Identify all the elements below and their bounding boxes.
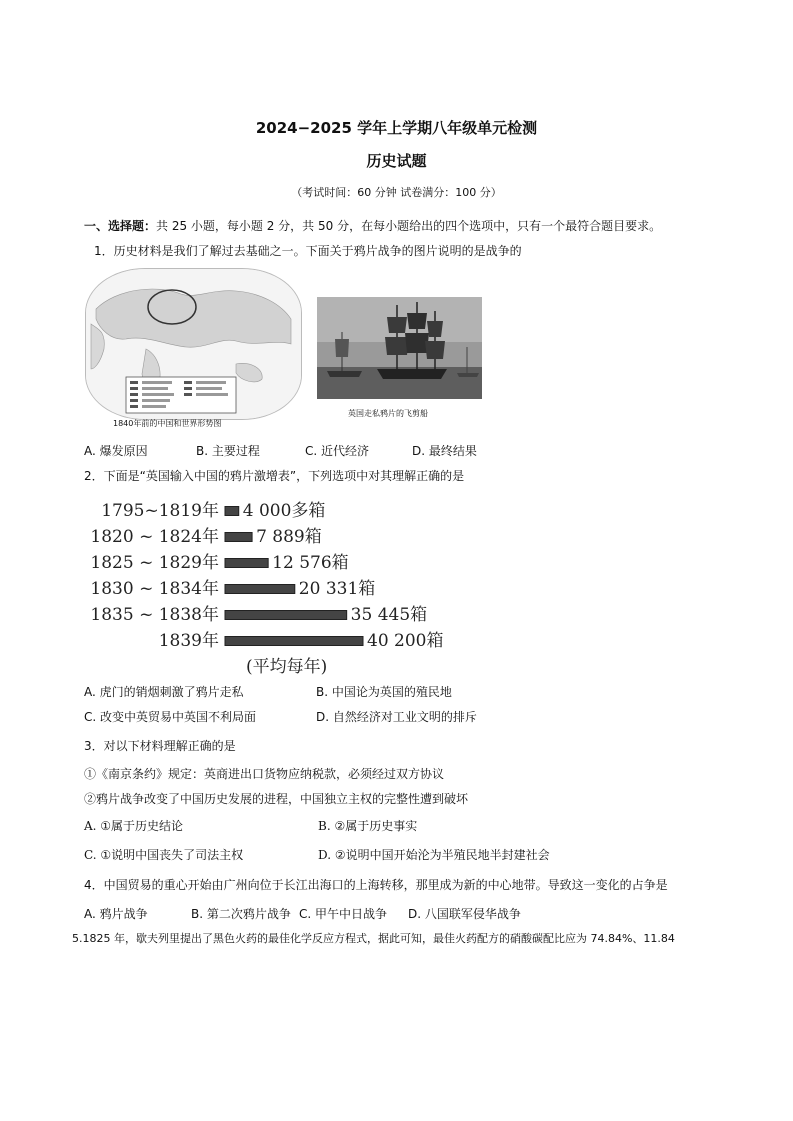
q1-stem: 1．历史材料是我们了解过去基础之一。下面关于鸦片战争的图片说明的是战争的 [94, 244, 522, 258]
q1-option-a: A. 爆发原因 [84, 444, 148, 458]
chart-year-label: 1835 ~ 1838年 [90, 605, 219, 625]
q3-option-a: A. ①属于历史结论 [84, 819, 184, 833]
q2-stem: 2．下面是“英国输入中国的鸦片激增表”，下列选项中对其理解正确的是 [84, 469, 465, 483]
q3-option-c: C. ①说明中国丧失了司法主权 [84, 848, 244, 862]
chart-bar [225, 559, 268, 568]
q4-option-d: D. 八国联军侵华战争 [408, 907, 521, 921]
q5-stem: 5.1825 年，歇夫列里提出了黑色火药的最佳化学反应方程式，据此可知，最佳火药配方的硝酸碳配比应为 74.84%、11.84 [72, 932, 675, 945]
chart-value-label: 4 000多箱 [242, 501, 326, 521]
ship-graphic [317, 297, 482, 399]
chart-bar [225, 507, 239, 516]
chart-bar [225, 637, 363, 646]
chart-bar [225, 533, 252, 542]
exam-info: （考试时间：60 分钟 试卷满分：100 分） [291, 186, 502, 199]
chart-year-label: 1830 ~ 1834年 [90, 579, 219, 599]
exam-title: 2024−2025 学年上学期八年级单元检测 [255, 119, 538, 137]
q4-stem: 4．中国贸易的重心开始由广州向位于长江出海口的上海转移，那里成为新的中心地带。导致这一变化的占争是 [84, 878, 668, 892]
world-map-figure [85, 268, 302, 420]
q3-stem: 3．对以下材料理解正确的是 [84, 739, 236, 753]
q4-option-a: A. 鸦片战争 [84, 907, 148, 921]
ship-caption: 英国走私鸦片的飞剪船 [348, 409, 428, 418]
chart-note: (平均每年) [246, 657, 328, 677]
clipper-ship-photo [317, 297, 482, 399]
section-label: 一、选择题： [84, 219, 157, 233]
q3-option-b: B. ②属于历史事实 [318, 819, 418, 833]
q4-option-b: B. 第二次鸦片战争 [191, 907, 291, 921]
section-instruction [84, 217, 661, 234]
chart-year-label: 1820 ~ 1824年 [90, 527, 219, 547]
opium-import-chart-svg [80, 490, 460, 680]
q3-option-d: D. ②说明中国开始沦为半殖民地半封建社会 [318, 848, 550, 862]
chart-year-label: 1825 ~ 1829年 [90, 553, 219, 573]
q1-option-c: C. 近代经济 [305, 444, 370, 458]
q3-material-2: ②鸦片战争改变了中国历史发展的进程，中国独立主权的完整性遭到破坏 [84, 792, 469, 806]
q2-option-a: A. 虎门的销烟刺激了鸦片走私 [84, 685, 244, 699]
chart-value-label: 35 445箱 [350, 605, 428, 625]
q4-option-c: C. 甲午中日战争 [299, 907, 388, 921]
q2-option-c: C. 改变中英贸易中英国不利局面 [84, 710, 257, 724]
q2-option-b: B. 中国论为英国的殖民地 [316, 685, 452, 699]
chart-value-label: 40 200箱 [367, 631, 444, 651]
chart-bar [225, 611, 347, 620]
exam-subtitle: 历史试题 [366, 152, 427, 170]
chart-bar [225, 585, 295, 594]
opium-import-chart [80, 490, 460, 680]
chart-value-label: 12 576箱 [272, 553, 349, 573]
section-text: 共 25 小题，每小题 2 分，共 50 分，在每小题给出的四个选项中，只有一个最符合题目要求。 [156, 219, 662, 233]
world-map-graphic [86, 269, 301, 419]
q1-option-b: B. 主要过程 [196, 444, 260, 458]
chart-value-label: 20 331箱 [298, 579, 376, 599]
chart-value-label: 7 889箱 [256, 527, 322, 547]
q1-option-d: D. 最终结果 [412, 444, 477, 458]
q2-option-d: D. 自然经济对工业文明的排斥 [316, 710, 477, 724]
q3-material-1: ①《南京条约》规定：英商进出口货物应纳税款，必须经过双方协议 [84, 767, 445, 781]
map-caption: 1840年前的中国和世界形势图 [113, 419, 222, 428]
chart-year-label: 1839年 [158, 631, 219, 651]
chart-year-label: 1795~1819年 [101, 501, 219, 521]
